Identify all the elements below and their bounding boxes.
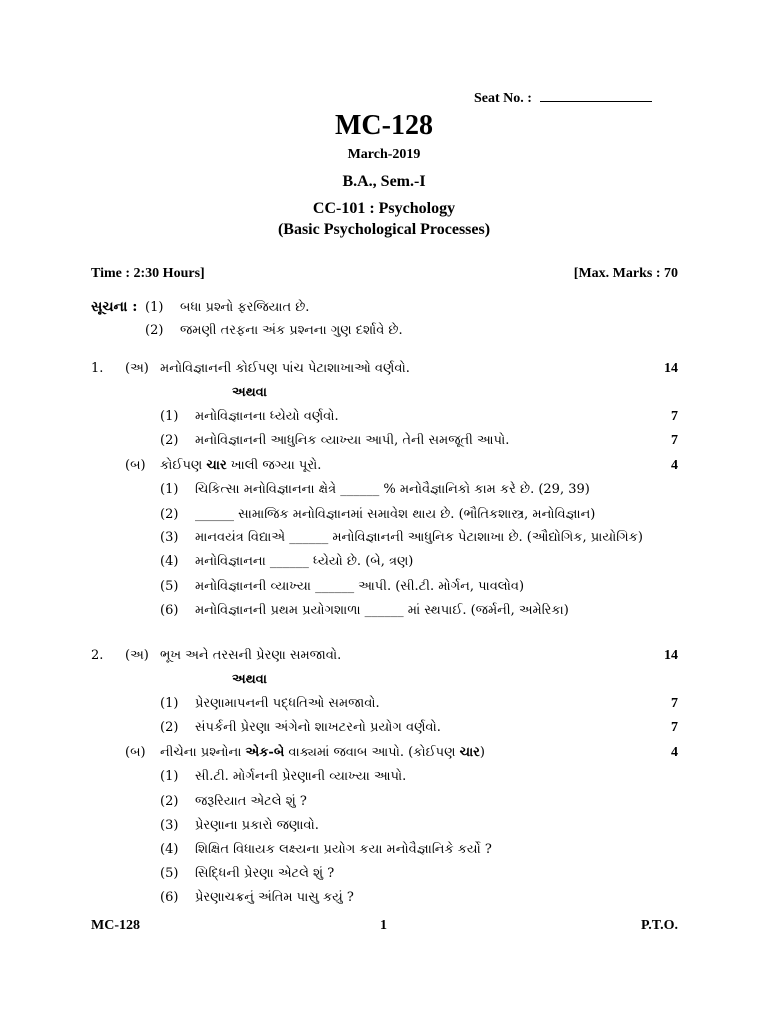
question-number: 2. <box>91 648 104 663</box>
sub-question-text: શિક્ષિત વિધાયક લક્ષ્યના પ્રયોગ કયા મનોવૈજ્ઞાનિકે કર્યો ? <box>195 842 492 857</box>
sub-question-num: (2) <box>160 433 179 448</box>
instruction-num: (1) <box>145 300 164 315</box>
sub-question-text: ચિકિત્સા મનોવિજ્ઞાનના ક્ષેત્રે ______ % મનોવૈજ્ઞાનિકો કામ કરે છે. (29, 39) <box>195 482 590 497</box>
sub-question-text: મનોવિજ્ઞાનની આધુનિક વ્યાખ્યા આપી, તેની સમજૂતી આપો. <box>195 433 510 448</box>
sub-question-text: સી.ટી. મોર્ગનની પ્રેરણાની વ્યાખ્યા આપો. <box>195 769 407 784</box>
question-text <box>160 458 321 473</box>
question-number: 1. <box>91 361 104 376</box>
part-label: (અ) <box>125 648 149 663</box>
seat-label: Seat No. : <box>474 91 532 106</box>
sub-question-text: મનોવિજ્ઞાનની વ્યાખ્યા ______ આપી. (સી.ટી. મોર્ગન, પાવલોવ) <box>195 579 525 594</box>
marks: 4 <box>671 745 678 760</box>
sub-question-num: (6) <box>160 890 179 905</box>
part-label: (બ) <box>125 458 146 473</box>
part-label: (બ) <box>125 745 146 760</box>
text-segment: નીચેના પ્રશ્નોના <box>160 745 242 760</box>
or-divider: અથવા <box>232 672 267 687</box>
text-segment: ખાલી જગ્યા પૂરો. <box>230 458 322 473</box>
sub-question-num: (1) <box>160 696 179 711</box>
question-text: મનોવિજ્ઞાનની કોઈપણ પાંચ પેટાશાખાઓ વર્ણવો. <box>160 361 410 376</box>
sub-question-text: મનોવિજ્ઞાનના ધ્યેયો વર્ણવો. <box>195 409 339 424</box>
sub-question-text: મનોવિજ્ઞાનના ______ ધ્યેયો છે. (બે, ત્રણ) <box>195 554 414 569</box>
exam-date: March-2019 <box>347 147 421 162</box>
sub-question-num: (2) <box>160 794 179 809</box>
marks: 7 <box>671 409 678 424</box>
page-turn-over: P.T.O. <box>641 918 678 933</box>
marks: 7 <box>671 433 678 448</box>
sub-question-num: (5) <box>160 579 179 594</box>
sub-question-text: સંપર્કની પ્રેરણા અંગેનો શાખટરનો પ્રયોગ વર્ણવો. <box>195 720 441 735</box>
sub-question-num: (6) <box>160 603 179 618</box>
question-text <box>160 745 485 760</box>
sub-question-num: (3) <box>160 818 179 833</box>
exam-code: MC-128 <box>335 110 433 141</box>
sub-question-num: (1) <box>160 769 179 784</box>
sub-question-text: પ્રેરણામાપનની પદ્ધતિઓ સમજાવો. <box>195 696 380 711</box>
time-allowed: Time : 2:30 Hours] <box>91 266 205 281</box>
marks: 14 <box>664 648 678 663</box>
footer-code: MC-128 <box>91 918 140 933</box>
sub-question-num: (4) <box>160 554 179 569</box>
sub-question-num: (2) <box>160 720 179 735</box>
sub-question-text: સિદ્ધિની પ્રેરણા એટલે શું ? <box>195 866 335 881</box>
marks: 4 <box>671 458 678 473</box>
or-divider: અથવા <box>232 385 267 400</box>
paper-subtitle: (Basic Psychological Processes) <box>277 221 491 238</box>
sub-question-text: માનવયંત્ર વિદ્યાએ ______ મનોવિજ્ઞાનની આધુનિક પેટાશાખા છે. (ઔદ્યોગિક, પ્રાયોગિક) <box>195 530 643 545</box>
instruction-num: (2) <box>145 323 164 338</box>
marks: 7 <box>671 720 678 735</box>
text-bold-segment: ચાર <box>459 745 480 760</box>
sub-question-text: મનોવિજ્ઞાનની પ્રથમ પ્રયોગશાળા ______ માં સ્થપાઈ. (જર્મની, અમેરિકા) <box>195 603 569 618</box>
text-bold-segment: એક-બે <box>245 745 285 760</box>
seat-number <box>474 89 652 107</box>
part-label: (અ) <box>125 361 149 376</box>
text-segment: ) <box>479 745 485 760</box>
text-bold-segment: ચાર <box>206 458 227 473</box>
sub-question-num: (2) <box>160 507 179 522</box>
instructions-label: સૂચના : <box>91 299 138 315</box>
seat-blank-line <box>540 89 652 102</box>
sub-question-num: (4) <box>160 842 179 857</box>
text-segment: કોઈપણ <box>160 458 203 473</box>
sub-question-text: ______ સામાજિક મનોવિજ્ઞાનમાં સમાવેશ થાય છે. (ભૌતિકશાસ્ત્ર, મનોવિજ્ઞાન) <box>195 507 596 522</box>
page-number: 1 <box>380 918 387 933</box>
sub-question-num: (3) <box>160 530 179 545</box>
instruction-text: જમણી તરફના અંક પ્રશ્નના ગુણ દર્શાવે છે. <box>180 323 403 338</box>
sub-question-num: (1) <box>160 409 179 424</box>
sub-question-text: પ્રેરણાના પ્રકારો જણાવો. <box>195 818 319 833</box>
sub-question-text: જરૂરિયાત એટલે શું ? <box>195 794 307 809</box>
paper-title: CC-101 : Psychology <box>312 200 456 217</box>
max-marks: [Max. Marks : 70 <box>573 266 678 281</box>
course-name: B.A., Sem.-I <box>342 173 426 190</box>
marks: 14 <box>664 361 678 376</box>
marks: 7 <box>671 696 678 711</box>
sub-question-num: (5) <box>160 866 179 881</box>
instruction-text: બધા પ્રશ્નો ફરજિયાત છે. <box>180 300 310 315</box>
sub-question-num: (1) <box>160 482 179 497</box>
sub-question-text: પ્રેરણાચક્રનું અંતિમ પાસુ કયું ? <box>195 890 354 905</box>
text-segment: વાક્યમાં જવાબ આપો. (કોઈપણ <box>288 745 456 760</box>
question-text: ભૂખ અને તરસની પ્રેરણા સમજાવો. <box>160 648 342 663</box>
